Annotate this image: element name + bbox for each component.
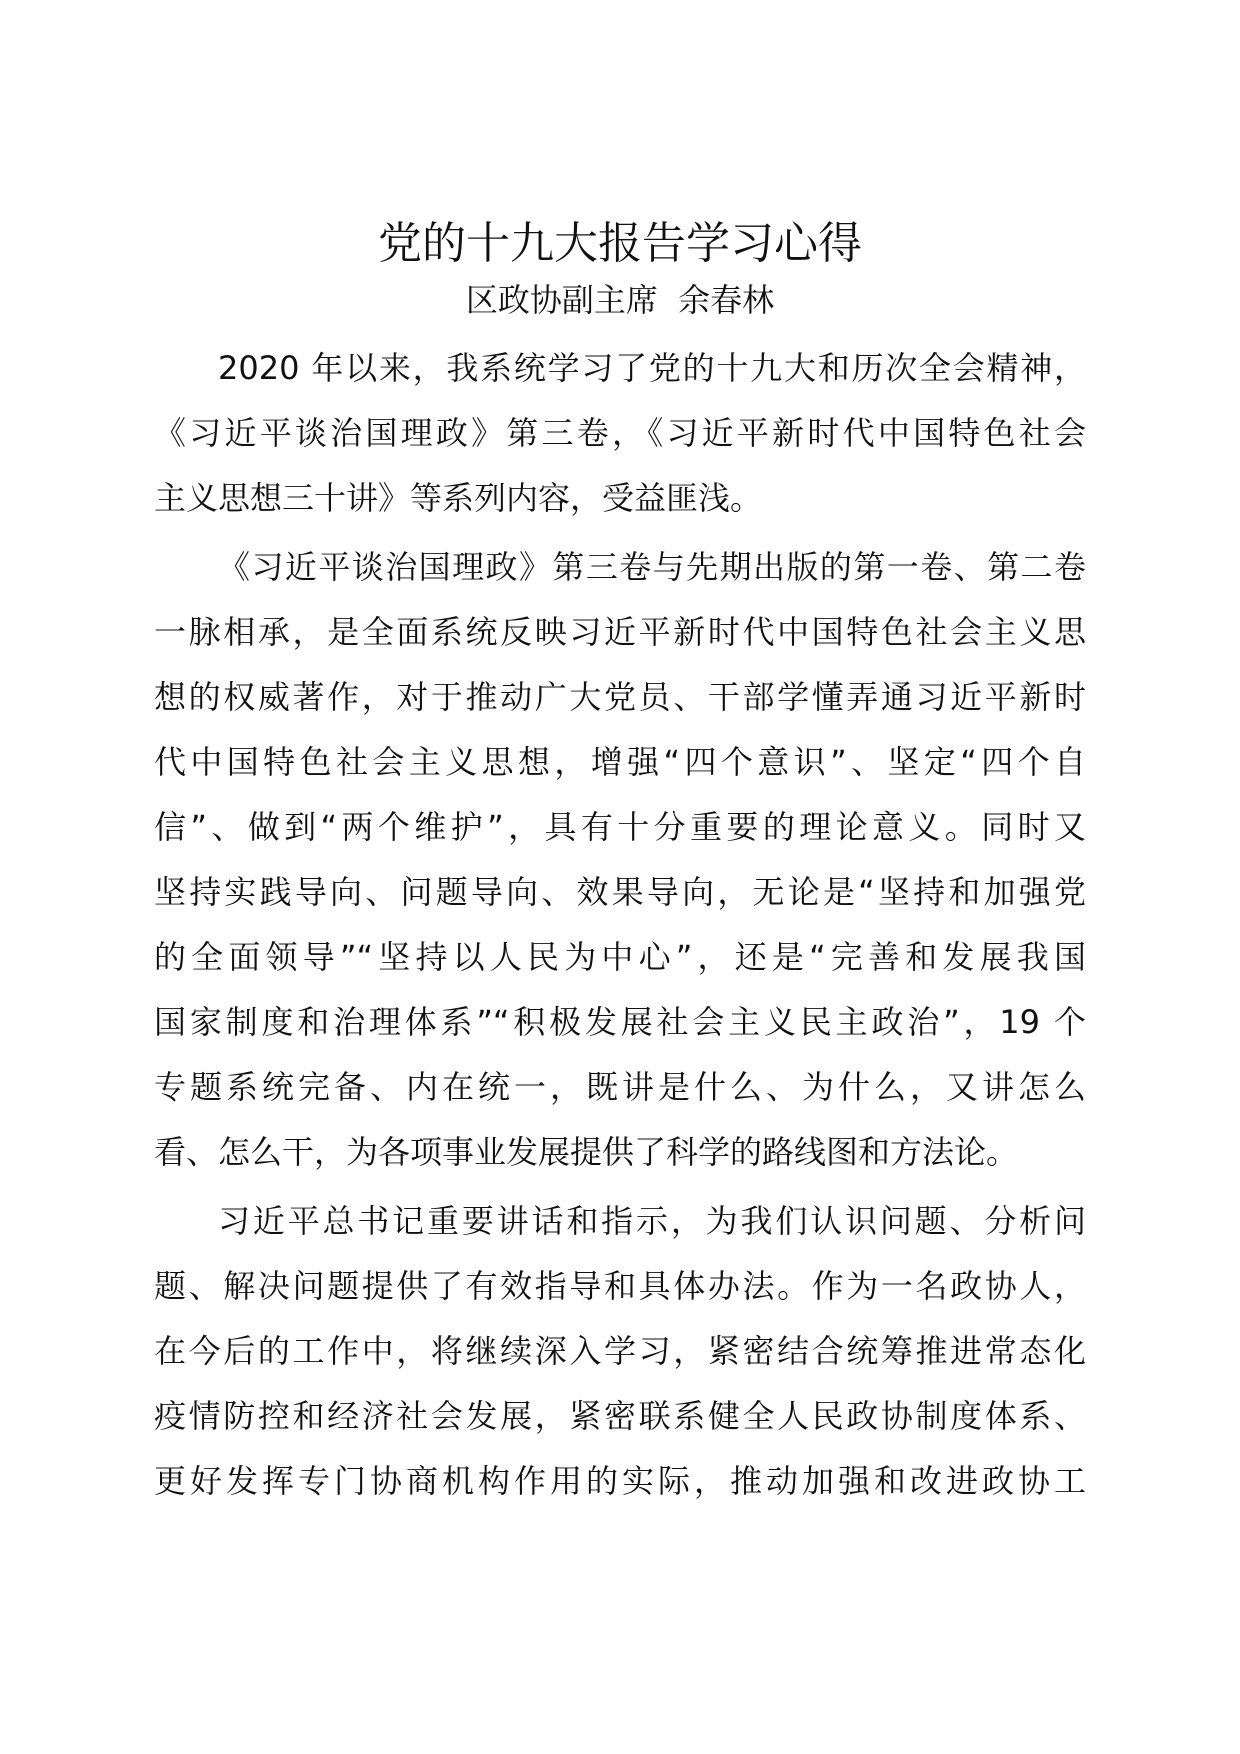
- text-line: 疫情防控和经济社会发展，紧密联系健全人民政协制度体系、: [154, 1397, 1086, 1435]
- text-line: 《习近平谈治国理政》第三卷，《习近平新时代中国特色社会: [154, 414, 1086, 452]
- text-line: 在今后的工作中，将继续深入学习，紧密结合统筹推进常态化: [154, 1332, 1086, 1370]
- text-line: 题、解决问题提供了有效指导和具体办法。作为一名政协人，: [154, 1267, 1086, 1305]
- paragraph-2: [154, 535, 1086, 1185]
- text-line: 坚持实践导向、问题导向、效果导向，无论是“坚持和加强党: [154, 873, 1086, 911]
- document-title: 党的十九大报告学习心得: [378, 218, 862, 269]
- text-line: 的全面领导”“坚持以人民为中心”，还是“完善和发展我国: [154, 938, 1086, 976]
- text-line: 想的权威著作，对于推动广大党员、干部学懂弄通习近平新时: [154, 678, 1086, 716]
- text-line: 国家制度和治理体系”“积极发展社会主义民主政治”，19 个: [154, 1003, 1086, 1041]
- text-line: 2020 年以来，我系统学习了党的十九大和历次全会精神，: [218, 349, 1086, 387]
- text-line: 信”、做到“两个维护”，具有十分重要的理论意义。同时又: [154, 808, 1086, 846]
- text-line: 看、怎么干，为各项事业发展提供了科学的路线图和方法论。: [154, 1133, 1019, 1171]
- text-line: 更好发挥专门协商机构作用的实际，推动加强和改进政协工: [154, 1462, 1086, 1500]
- document-page: [154, 216, 1086, 1518]
- paragraph-1: [154, 336, 1086, 531]
- text-line: 一脉相承，是全面系统反映习近平新时代中国特色社会主义思: [154, 613, 1086, 651]
- author-byline: 区政协副主席 余春林: [465, 281, 775, 319]
- text-line: 代中国特色社会主义思想，增强“四个意识”、坚定“四个自: [154, 743, 1086, 781]
- text-line: 专题系统完备、内在统一，既讲是什么、为什么，又讲怎么: [154, 1068, 1086, 1106]
- text-line: 《习近平谈治国理政》第三卷与先期出版的第一卷、第二卷: [218, 548, 1086, 586]
- paragraph-3: [154, 1189, 1086, 1514]
- text-line: 习近平总书记重要讲话和指示，为我们认识问题、分析问: [218, 1202, 1086, 1240]
- text-line: 主义思想三十讲》等系列内容，受益匪浅。: [154, 479, 763, 517]
